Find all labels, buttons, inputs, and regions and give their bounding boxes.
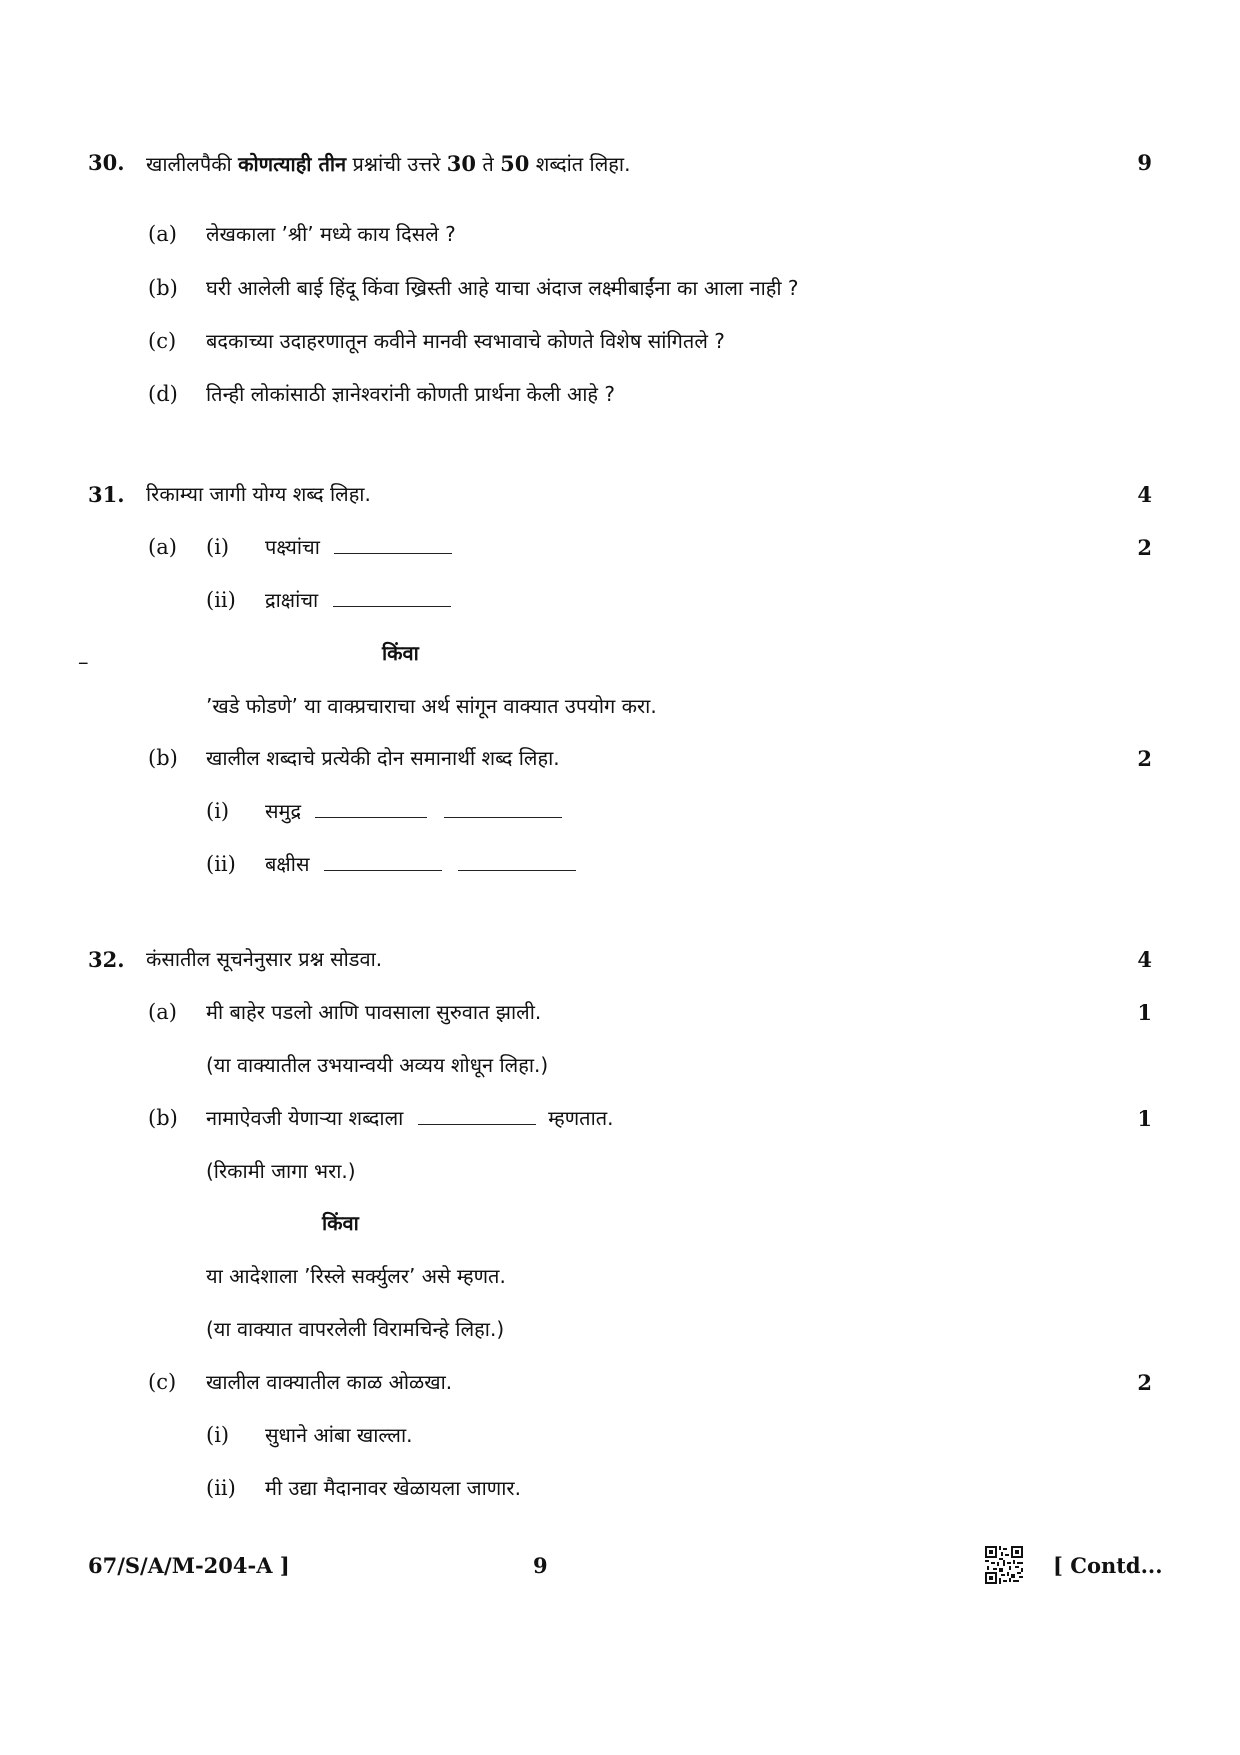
q30-c-label: (c)	[148, 329, 177, 353]
q31-b-ii-blank2[interactable]	[458, 869, 576, 871]
q32-c-i-text: सुधाने आंबा खाल्ला.	[265, 1423, 413, 1447]
q30-d-text: तिन्ही लोकांसाठी ज्ञानेश्वरांनी कोणती प्रार्थना केली आहे ?	[206, 382, 615, 406]
q32-b-label: (b)	[148, 1106, 178, 1130]
q32-alt-text: या आदेशाला ’रिस्ले सर्क्युलर’ असे म्हणत.	[206, 1264, 506, 1288]
q30-b-label: (b)	[148, 276, 178, 300]
q30-text-mid1: प्रश्नांची उत्तरे	[352, 152, 441, 176]
q31-b-ii-label: (ii)	[206, 852, 236, 876]
q31-b-i-blank1[interactable]	[315, 816, 427, 818]
q31-b-text: खालील शब्दाचे प्रत्येकी दोन समानार्थी शब्द लिहा.	[206, 746, 560, 770]
q31-a-ii-label: (ii)	[206, 588, 236, 612]
q31-alt-text: ’खडे फोडणे’ या वाक्प्रचाराचा अर्थ सांगून वाक्यात उपयोग करा.	[206, 694, 657, 718]
q31-b-i	[265, 797, 562, 824]
q31-a-marks: 2	[1137, 535, 1152, 560]
q32-b-blank[interactable]	[418, 1123, 536, 1125]
q30-n2: 50	[500, 151, 530, 176]
q31-or: किंवा	[382, 641, 419, 665]
q31-a-i-blank[interactable]	[334, 552, 452, 554]
q30-d-label: (d)	[148, 382, 178, 406]
q31-b-i-text: समुद्र	[265, 799, 302, 823]
q31-a-ii-text: द्राक्षांचा	[265, 588, 319, 612]
q32-c-ii-label: (ii)	[206, 1476, 236, 1500]
q30-text-bold: कोणत्याही तीन	[238, 152, 347, 176]
q32-alt-note: (या वाक्यात वापरलेली विरामचिन्हे लिहा.)	[206, 1317, 505, 1341]
q31-b-label: (b)	[148, 746, 178, 770]
footer-code: 67/S/A/M-204-A ]	[88, 1553, 290, 1578]
page-number: 9	[533, 1553, 548, 1578]
q30-text-post: शब्दांत लिहा.	[535, 152, 631, 176]
q31-number: 31.	[88, 482, 125, 507]
q32-or: किंवा	[322, 1211, 359, 1235]
q32-a-label: (a)	[148, 1000, 177, 1024]
q31-b-i-label: (i)	[206, 799, 230, 823]
q31-b-marks: 2	[1137, 746, 1152, 771]
q32-marks: 4	[1137, 947, 1152, 972]
q31-b-ii	[265, 850, 576, 877]
q30-n1: 30	[446, 151, 476, 176]
q32-number: 32.	[88, 947, 125, 972]
q32-b-marks: 1	[1137, 1106, 1152, 1131]
q32-b-text-pre: नामाऐवजी येणाऱ्या शब्दाला	[206, 1106, 404, 1130]
q31-a-i-label: (i)	[206, 535, 230, 559]
q32-b	[206, 1104, 614, 1131]
q31-text: रिकाम्या जागी योग्य शब्द लिहा.	[146, 482, 371, 506]
contd-label: [ Contd...	[1053, 1553, 1163, 1578]
q31-a-label: (a)	[148, 535, 177, 559]
q32-b-text-post: म्हणतात.	[548, 1106, 614, 1130]
q32-c-text: खालील वाक्यातील काळ ओळखा.	[206, 1370, 453, 1394]
q32-b-note: (रिकामी जागा भरा.)	[206, 1159, 356, 1183]
q32-c-label: (c)	[148, 1370, 177, 1394]
q31-a-ii-blank[interactable]	[333, 605, 451, 607]
q32-a-marks: 1	[1137, 1000, 1152, 1025]
q30-marks: 9	[1137, 150, 1152, 175]
q31-b-ii-text: बक्षीस	[265, 852, 310, 876]
q30-text	[146, 150, 630, 177]
q31-a-i-text: पक्ष्यांचा	[265, 535, 320, 559]
q31-b-ii-blank1[interactable]	[324, 869, 442, 871]
q32-a-note: (या वाक्यातील उभयान्वयी अव्यय शोधून लिहा.)	[206, 1053, 549, 1077]
q32-c-marks: 2	[1137, 1370, 1152, 1395]
q31-b-i-blank2[interactable]	[444, 816, 562, 818]
q30-c-text: बदकाच्या उदाहरणातून कवीने मानवी स्वभावाचे कोणते विशेष सांगितले ?	[206, 329, 725, 353]
q31-marks: 4	[1137, 482, 1152, 507]
q32-a-text: मी बाहेर पडलो आणि पावसाला सुरुवात झाली.	[206, 1000, 542, 1024]
q32-c-ii-text: मी उद्या मैदानावर खेळायला जाणार.	[265, 1476, 521, 1500]
q32-c-i-label: (i)	[206, 1423, 230, 1447]
q31-a-i	[265, 533, 452, 560]
qr-code-icon	[985, 1546, 1023, 1584]
q31-a-ii	[265, 586, 451, 613]
q30-number: 30.	[88, 150, 125, 175]
q30-a-label: (a)	[148, 222, 177, 246]
q30-b-text: घरी आलेली बाई हिंदू किंवा ख्रिस्ती आहे याचा अंदाज लक्ष्मीबाईंना का आला नाही ?	[206, 276, 799, 300]
stray-dash: –	[78, 650, 89, 674]
q30-text-mid2: ते	[482, 152, 494, 176]
q30-a-text: लेखकाला ’श्री’ मध्ये काय दिसले ?	[206, 222, 456, 246]
q32-text: कंसातील सूचनेनुसार प्रश्न सोडवा.	[146, 947, 383, 971]
q30-text-pre: खालीलपैकी	[146, 152, 232, 176]
